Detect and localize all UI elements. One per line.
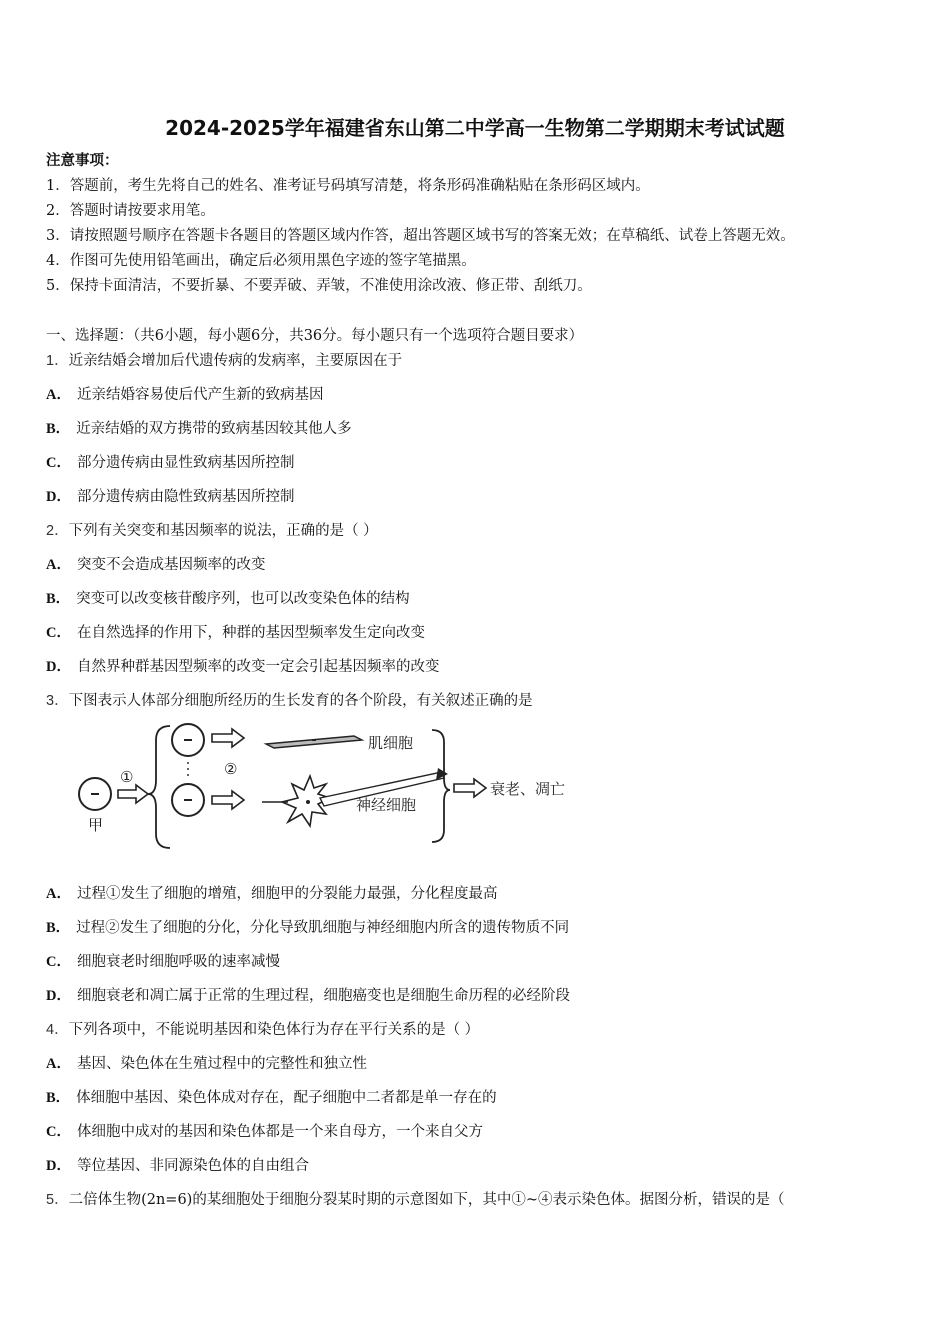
option-text: 细胞衰老和凋亡属于正常的生理过程，细胞癌变也是细胞生命历程的必经阶段 (76, 988, 570, 1004)
question-number: 1． (46, 353, 69, 369)
arrow-top (212, 729, 244, 747)
option (46, 623, 425, 643)
cell-jia-label: 甲 (88, 816, 104, 834)
option (46, 555, 265, 575)
option (46, 952, 280, 972)
option (46, 918, 569, 938)
option-text: 基因、染色体在生殖过程中的完整性和独立性 (76, 1056, 367, 1072)
step1-label: ① (120, 768, 134, 786)
option-letter: A． (46, 387, 71, 403)
arrow-bottom (212, 791, 244, 809)
question-text: 下图表示人体部分细胞所经历的生长发育的各个阶段，有关叙述正确的是 (68, 693, 533, 709)
option-text: 细胞衰老时细胞呼吸的速率减慢 (76, 954, 280, 970)
question-text: 二倍体生物(2n=6)的某细胞处于细胞分裂某时期的示意图如下，其中①~④表示染色体。据图分析，错误的是（ (68, 1192, 785, 1208)
option-text: 突变可以改变核苷酸序列，也可以改变染色体的结构 (76, 591, 410, 607)
notice-heading: 注意事项： (46, 152, 119, 169)
option-text: 在自然选择的作用下，种群的基因型频率发生定向改变 (76, 625, 425, 641)
notice-item: 4．作图可先使用铅笔画出，确定后必须用黑色字迹的签字笔描黑。 (46, 253, 476, 269)
nerve-cell-label: 神经细胞 (356, 796, 417, 814)
option (46, 884, 497, 904)
question-text: 下列有关突变和基因频率的说法，正确的是（ ） (68, 523, 378, 539)
notice-item: 1．答题前，考生先将自己的姓名、准考证号码填写清楚，将条形码准确粘贴在条形码区域内。 (46, 178, 650, 194)
result-label: 衰老、凋亡 (490, 780, 566, 798)
question-number: 3． (46, 693, 69, 709)
option-text: 体细胞中基因、染色体成对存在，配子细胞中二者都是单一存在的 (76, 1090, 497, 1106)
option-text: 过程①发生了细胞的增殖，细胞甲的分裂能力最强，分化程度最高 (76, 886, 498, 902)
left-brace (148, 726, 170, 848)
option-letter: B． (46, 1090, 71, 1106)
option (46, 419, 352, 439)
option-text: 体细胞中成对的基因和染色体都是一个来自母方，一个来自父方 (76, 1124, 483, 1140)
option-letter: C． (46, 455, 71, 471)
cell-development-diagram (70, 718, 590, 858)
option-letter: B． (46, 591, 71, 607)
arrow-step1 (118, 785, 148, 803)
option-letter: D． (46, 1158, 71, 1174)
question-stem (46, 1190, 784, 1210)
option-letter: A． (46, 557, 71, 573)
option-letter: A． (46, 1056, 71, 1072)
question-number: 4． (46, 1022, 69, 1038)
section-heading: 一、选择题：（共6小题，每小题6分，共36分。每小题只有一个选项符合题目要求） (46, 328, 584, 344)
option-text: 突变不会造成基因频率的改变 (76, 557, 266, 573)
muscle-cell-label: 肌细胞 (368, 734, 414, 752)
option (46, 1156, 309, 1176)
question-stem (46, 1020, 479, 1040)
option (46, 1088, 497, 1108)
option (46, 385, 323, 405)
option-letter: B． (46, 421, 71, 437)
option-text: 过程②发生了细胞的分化，分化导致肌细胞与神经细胞内所含的遗传物质不同 (76, 920, 570, 936)
option (46, 657, 439, 677)
option-letter: D． (46, 659, 71, 675)
notice-item: 5．保持卡面清洁，不要折暴、不要弄破、弄皱，不准使用涂改液、修正带、刮纸刀。 (46, 278, 592, 294)
arrow-result (454, 779, 486, 797)
option-letter: D． (46, 988, 71, 1004)
option-text: 部分遗传病由显性致病基因所控制 (76, 455, 295, 471)
option (46, 1054, 367, 1074)
option-text: 近亲结婚容易使后代产生新的致病基因 (76, 387, 324, 403)
option (46, 986, 570, 1006)
question-text: 下列各项中，不能说明基因和染色体行为存在平行关系的是（ ） (68, 1022, 480, 1038)
option-letter: D． (46, 489, 71, 505)
option (46, 487, 294, 507)
option-letter: A． (46, 886, 71, 902)
muscle-cell (266, 736, 362, 748)
option-letter: C． (46, 625, 71, 641)
option-letter: C． (46, 954, 71, 970)
page-title: 2024-2025学年福建省东山第二中学高一生物第二学期期末考试试题 (165, 116, 785, 140)
question-text: 近亲结婚会增加后代遗传病的发病率，主要原因在于 (68, 353, 403, 369)
question-stem (46, 351, 402, 371)
question-stem (46, 521, 378, 541)
option (46, 453, 294, 473)
option (46, 1122, 483, 1142)
option-text: 等位基因、非同源染色体的自由组合 (76, 1158, 309, 1174)
question-number: 5． (46, 1192, 69, 1208)
option-letter: C． (46, 1124, 71, 1140)
right-brace (432, 730, 450, 842)
notice-item: 3．请按照题号顺序在答题卡各题目的答题区域内作答，超出答题区域书写的答案无效；在草稿纸、试卷上答题无效。 (46, 228, 795, 244)
question-stem (46, 691, 533, 711)
option-text: 部分遗传病由隐性致病基因所控制 (76, 489, 295, 505)
option-letter: B． (46, 920, 71, 936)
notice-item: 2．答题时请按要求用笔。 (46, 203, 215, 219)
option-text: 近亲结婚的双方携带的致病基因较其他人多 (76, 421, 352, 437)
option-text: 自然界种群基因型频率的改变一定会引起基因频率的改变 (76, 659, 440, 675)
option (46, 589, 410, 609)
question-number: 2． (46, 523, 69, 539)
step2-label: ② (224, 760, 238, 778)
